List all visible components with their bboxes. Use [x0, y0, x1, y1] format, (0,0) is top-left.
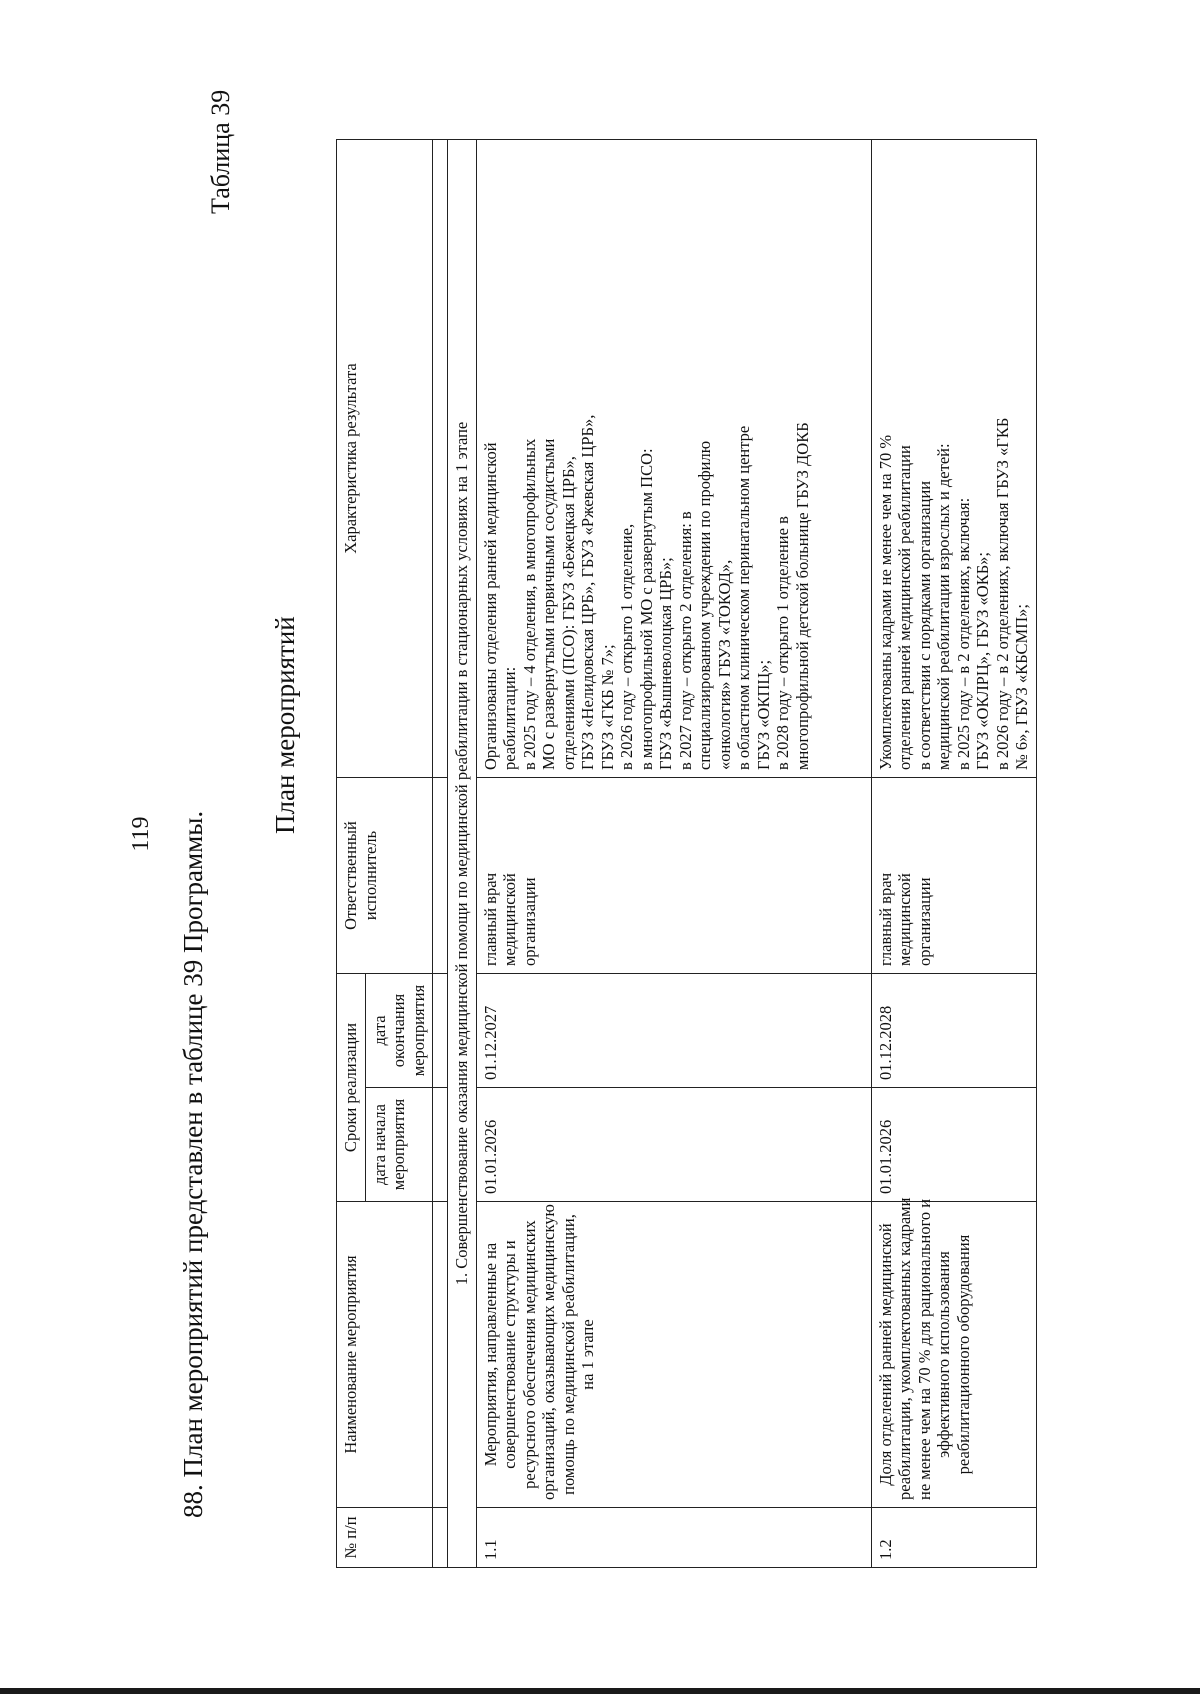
scan-edge: [0, 1688, 1200, 1694]
section-heading: 88. План мероприятий представлен в таблице 39 Программы.: [178, 810, 208, 1518]
row-name: Мероприятия, направленные на совершенствование структуры и ресурсного обеспечения медицинских организаций, оказывающих медицинскую помощь по медицинской реабилитации, на 1 этапе: [476, 1202, 871, 1508]
header-responsible: Ответственный исполнитель: [337, 778, 433, 974]
header-name: Наименование мероприятия: [337, 1202, 433, 1508]
row-result: Укомплектованы кадрами не менее чем на 70 % отделения ранней медицинской реабилитации в соответствии с порядками организации медицинской реабилитации взрослых и детей: в 2025 году – в 2 отделениях, включая: ГБУЗ «ОКЛРЦ», ГБУЗ «ОКБ»; в 2026 году – в 2 отделениях, включая ГБУЗ «ГКБ № 6», ГБУЗ «КБСМП»;: [871, 140, 1036, 778]
row-result: Организованы отделения ранней медицинской реабилитации: в 2025 году – 4 отделения, в многопрофильных МО с развернутыми первичными сосудистыми отделениями (ПСО): ГБУЗ «Бежецкая ЦРБ», ГБУЗ «Нелидовская ЦРБ», ГБУЗ «Ржевская ЦРБ», ГБУЗ «ГКБ № 7»; в 2026 году – открыто 1 отделение, в многопрофильной МО с развернутым ПСО: ГБУЗ «Вышневолоцкая ЦРБ»; в 2027 году – открыто 2 отделения: в специализированном учреждении по профилю «онкология» ГБУЗ «ТОКОД», в областном клиническом перинатальном центре ГБУЗ «ОКПЦ»; в 2028 году – открыто 1 отделение в многопрофильной детской больнице ГБУЗ ДОКБ: [476, 140, 871, 778]
plan-title: План мероприятий: [270, 616, 300, 834]
row-start-date: 01.01.2026: [476, 1088, 871, 1202]
table-header-row: [337, 140, 366, 1568]
row-number: 1.1: [476, 1508, 871, 1568]
section-row: [448, 140, 477, 1568]
row-responsible: главный врач медицинской организации: [871, 778, 1036, 974]
header-result: Характеристика результата: [337, 140, 433, 778]
header-end-date: дата окончания мероприятия: [365, 974, 433, 1088]
page-number: 119: [128, 816, 154, 852]
row-end-date: 01.12.2028: [871, 974, 1036, 1088]
row-end-date: 01.12.2027: [476, 974, 871, 1088]
table-row: [871, 140, 1036, 1568]
table-label: Таблица 39: [206, 89, 235, 214]
header-terms: Сроки реализации: [337, 974, 366, 1202]
section-title: 1. Совершенствование оказания медицинской помощи по медицинской реабилитации в стационарных условиях на 1 этапе: [448, 140, 477, 1568]
row-responsible: главный врач медицинской организации: [476, 778, 871, 974]
plan-table: [336, 139, 1037, 1568]
spacer-row: [433, 140, 448, 1568]
row-name: Доля отделений ранней медицинской реабилитации, укомплектованных кадрами не менее чем на 70 % для рационального и эффективного использования реабилитационного оборудования: [871, 1202, 1036, 1508]
row-number: 1.2: [871, 1508, 1036, 1568]
table-row: [476, 140, 871, 1568]
row-start-date: 01.01.2026: [871, 1088, 1036, 1202]
header-start-date: дата начала мероприятия: [365, 1088, 433, 1202]
header-number: № п/п: [337, 1508, 433, 1568]
